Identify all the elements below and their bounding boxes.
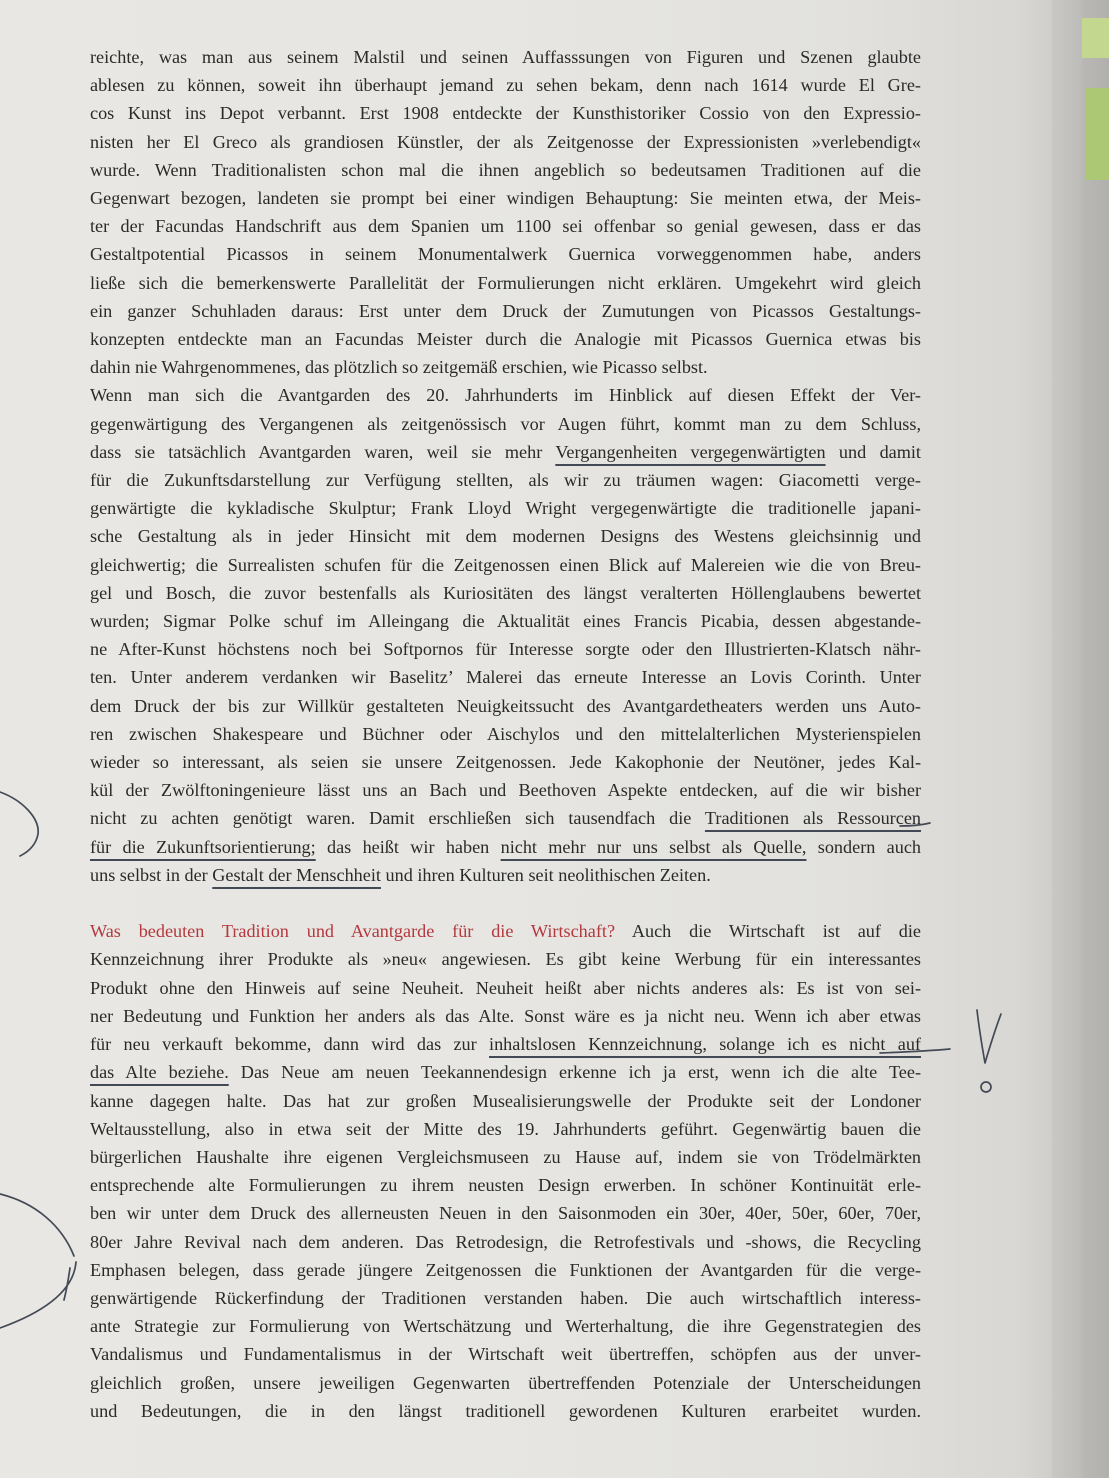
page-edge xyxy=(1052,0,1082,1478)
underlined-phrase: Traditionen als Ressourcen xyxy=(704,808,921,829)
text-segment: Auch die Wirtschaft ist auf die xyxy=(631,921,921,942)
underlined-phrase: Gestalt der Menschheit xyxy=(212,864,381,885)
text-line xyxy=(90,917,921,945)
green-object xyxy=(1082,18,1109,58)
green-object xyxy=(1086,88,1109,180)
text-line: ante Strategie zur Formulierung von Wertschätzung und Werterhaltung, die ihre Gegenstrategien des xyxy=(90,1316,921,1337)
text-line: ließe sich die bemerkenswerte Parallelität der Formulierungen nicht erklären. Umgekehrt wird gleich xyxy=(90,272,921,293)
text-line: genwärtigte die kykladische Skulptur; Frank Lloyd Wright vergegenwärtigte die traditionelle japani- xyxy=(90,498,921,519)
text-line: ablesen zu können, soweit ihn überhaupt jemand zu sehen bekam, denn nach 1614 wurde El Gre- xyxy=(90,75,921,96)
section-heading: Was bedeuten Tradition und Avantgarde für die Wirtschaft? xyxy=(90,921,616,942)
text-line: bürgerlichen Haushalte ihre eigenen Vergleichsmuseen zu Hause auf, indem sie von Trödelmärkten xyxy=(90,1146,921,1167)
text-line: entsprechende alte Formulierungen zu ihrem neusten Design erwerben. In schöner Kontinuität erle- xyxy=(90,1175,921,1196)
text-line: ter der Facundas Handschrift aus dem Spanien um 1100 sei offenbar so genial gewesen, dass er das xyxy=(90,216,921,237)
text-line: für die Zukunftsdarstellung zur Verfügung stellten, als wir zu träumen wagen: Giacometti verge- xyxy=(90,470,921,491)
text-segment: nicht zu achten genötigt waren. Damit erschließen sich tausendfach die xyxy=(90,808,705,829)
text-line: kül der Zwölftoningenieure lässt uns an Bach und Beethoven Aspekte entdecken, auf die wir bisher xyxy=(90,780,921,801)
text-line: ten. Unter anderem verdanken wir Baselitz’ Malerei das erneute Interesse an Lovis Corinth. Unter xyxy=(90,667,921,688)
text-line: dem Druck der bis zur Willkür gestalteten Neuigkeitssucht des Avantgardetheaters werden uns Auto- xyxy=(90,695,921,716)
text-segment: für neu verkauft bekomme, dann wird das zur xyxy=(90,1034,490,1055)
text-line: 80er Jahre Revival nach dem anderen. Das Retrodesign, die Retrofestivals und -shows, die Recycling xyxy=(90,1231,921,1252)
paragraph xyxy=(90,917,921,1425)
underlined-phrase: Vergangenheiten vergegenwärtigten xyxy=(555,441,826,462)
text-segment: sondern auch xyxy=(806,836,921,857)
text-line: wurden; Sigmar Polke schuf im Alleingang die Aktualität eines Francis Picabia, dessen abgestande- xyxy=(90,611,921,632)
text-segment: uns selbst in der xyxy=(90,864,213,885)
text-line: Gegenwart bezogen, landeten sie prompt bei einer windigen Behauptung: Sie meinten etwa, der Meis- xyxy=(90,188,921,209)
text-segment: und ihren Kulturen seit neolithischen Zeiten. xyxy=(380,864,711,885)
text-line: kanne dagegen halte. Das hat zur großen Musealisierungswelle der Produkte seit der Londoner xyxy=(90,1090,921,1111)
text-line: reichte, was man aus seinem Malstil und seinen Auffasssungen von Figuren und Szenen glaubte xyxy=(90,47,921,67)
text-line: dahin nie Wahrgenommenes, das plötzlich so zeitgemäß erschien, wie Picasso selbst. xyxy=(90,357,708,378)
text-line: gel und Bosch, die zuvor bestenfalls als Kuriositäten des längst veralterten Höllenglaubens bewertet xyxy=(90,582,921,603)
text-line: Kennzeichnung ihrer Produkte als »neu« angewiesen. Es gibt keine Werbung für ein interessantes xyxy=(90,949,921,970)
text-line: gleichlich großen, unsere jeweiligen Gegenwarten übertreffenden Potenziale der Unterscheidungen xyxy=(90,1372,921,1393)
text-line: genwärtigende Rückerfindung der Traditionen verstanden haben. Die auch wirtschaftlich interess- xyxy=(90,1287,921,1308)
text-line: nisten her El Greco als grandiosen Künstler, der als Zeitgenosse der Expressionisten »verlebendigt« xyxy=(90,131,921,152)
text-line: Produkt ohne den Hinweis auf seine Neuheit. Neuheit heißt aber nichts anderes als: Es ist von sei- xyxy=(90,977,921,998)
text-line: sche Gestaltung als in jeder Hinsicht mit dem modernen Designs des Westens gleichsinnig und xyxy=(90,526,921,547)
text-line: ben wir unter dem Druck des allerneusten Neuen in den Saisonmoden ein 30er, 40er, 50er, 60er, 70er, xyxy=(90,1203,921,1224)
text-line: cos Kunst ins Depot verbannt. Erst 1908 entdeckte der Kunsthistoriker Cossio von den Expressio- xyxy=(90,103,921,124)
text-segment: das heißt wir haben xyxy=(315,836,501,857)
text-line: Vandalismus und Fundamentalismus in der Wirtschaft weit übertreffen, schöpfen aus der unver- xyxy=(90,1344,921,1365)
body-text xyxy=(90,43,921,1425)
text-line xyxy=(90,438,921,466)
text-line xyxy=(90,861,921,889)
text-line: ne After-Kunst höchstens noch bei Softpornos für Interesse sorgte oder den Illustrierten-Klatsch nähr- xyxy=(90,639,921,660)
underlined-phrase: nicht mehr nur uns selbst als Quelle, xyxy=(500,836,807,857)
text-line: und Bedeutungen, die in den längst traditionell gewordenen Kulturen erarbeitet wurden. xyxy=(90,1400,921,1421)
text-line xyxy=(90,833,921,861)
text-line: Emphasen belegen, dass gerade jüngere Zeitgenossen die Funktionen der Avantgarden für die verge- xyxy=(90,1259,921,1280)
text-line xyxy=(90,1030,921,1058)
text-line: Wenn man sich die Avantgarden des 20. Jahrhunderts im Hinblick auf diesen Effekt der Ver- xyxy=(90,385,921,406)
underlined-phrase: für die Zukunftsorientierung; xyxy=(90,836,316,857)
text-line: Weltausstellung, also in etwa seit der Mitte des 19. Jahrhunderts geführt. Gegenwärtig bauen die xyxy=(90,1118,921,1139)
text-segment: dass sie tatsächlich Avantgarden waren, weil sie mehr xyxy=(90,441,556,462)
underlined-phrase: das Alte beziehe. xyxy=(90,1062,229,1083)
text-line xyxy=(90,804,921,832)
text-line: gleichwertig; die Surrealisten schufen für die Zeitgenossen einen Blick auf Malereien wie die von Breu- xyxy=(90,554,921,575)
paragraph xyxy=(90,43,921,381)
underlined-phrase: inhaltslosen Kennzeichnung, solange ich es nicht auf xyxy=(489,1034,921,1055)
text-line: wurde. Wenn Traditionalisten schon mal die ihnen angeblich so bedeutsamen Traditionen auf die xyxy=(90,159,921,180)
paragraph xyxy=(90,381,921,889)
text-line: Gestaltpotential Picassos in seinem Monumentalwerk Guernica vorweggenommen habe, anders xyxy=(90,244,921,265)
text-line xyxy=(90,1058,921,1086)
table-backdrop xyxy=(1082,0,1109,1478)
text-line: konzepten entdeckte man an Facundas Meister durch die Analogie mit Picassos Guernica etwas bis xyxy=(90,329,921,350)
text-line: wieder so interessant, als seien sie unsere Zeitgenossen. Jede Kakophonie der Neutöner, jedes Kal- xyxy=(90,752,921,773)
text-segment: und damit xyxy=(825,441,921,462)
text-line: ren zwischen Shakespeare und Büchner oder Aischylos und den mittelalterlichen Mysterienspielen xyxy=(90,723,921,744)
text-line: ein ganzer Schuhladen daraus: Erst unter dem Druck der Zumutungen von Picassos Gestaltungs- xyxy=(90,300,921,321)
text-line: ner Bedeutung und Funktion her anders als das Alte. Sonst wäre es ja nicht neu. Wenn ich aber etwas xyxy=(90,1005,921,1026)
text-segment: Das Neue am neuen Teekannendesign erkenne ich ja erst, wenn ich die alte Tee- xyxy=(228,1062,921,1083)
text-line: gegenwärtigung des Vergangenen als zeitgenössisch vor Augen führt, kommt man zu dem Schluss, xyxy=(90,413,921,434)
